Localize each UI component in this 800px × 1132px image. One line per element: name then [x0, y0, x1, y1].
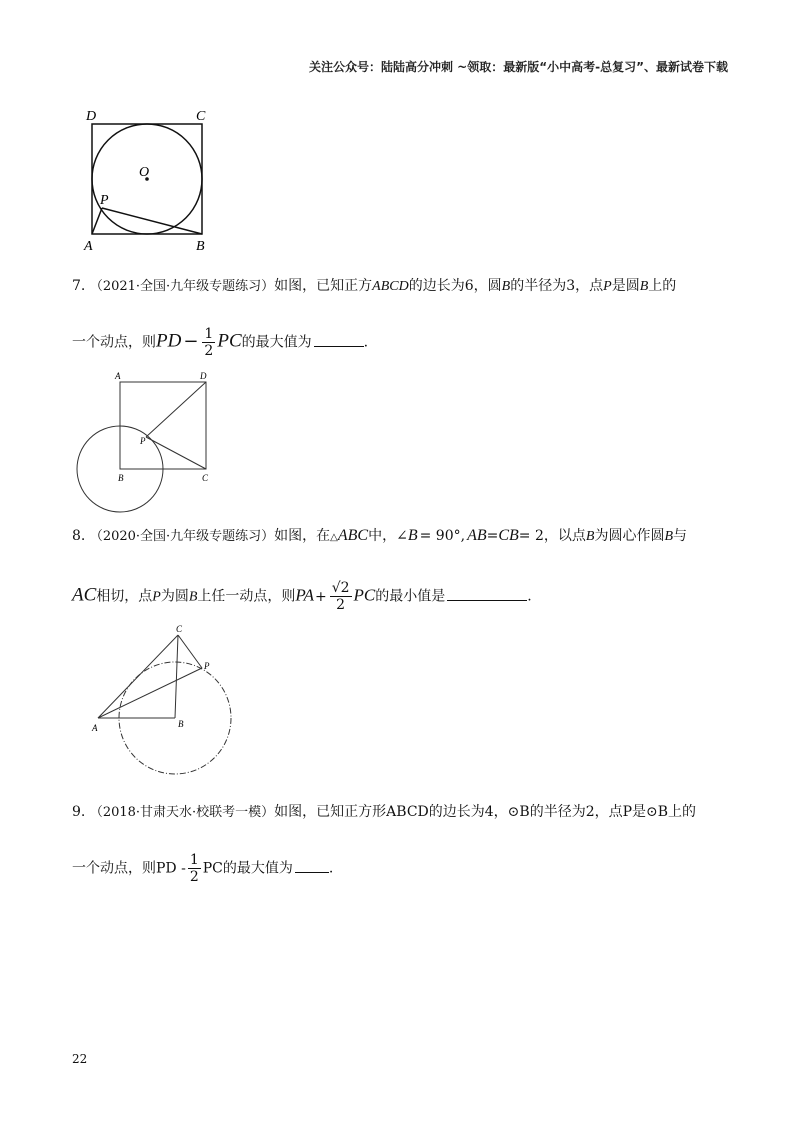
- q9-number: 9.: [72, 804, 86, 820]
- square-abcd: [120, 382, 206, 469]
- label-b: B: [118, 473, 124, 483]
- q9-source: （2018·甘肃天水·校联考一模）: [89, 805, 275, 820]
- label-a: A: [84, 239, 93, 254]
- segment-cp: [178, 635, 202, 668]
- figure-square-circle: [80, 104, 220, 254]
- q7-source: （2021·全国·九年级专题练习）: [89, 279, 275, 294]
- segment-ap: [92, 208, 102, 234]
- q7-line2: 一个动点，则PD − $\frac{1}{2}$ PC的最大值为 .: [72, 326, 369, 359]
- segment-pb: [102, 208, 202, 234]
- label-a: A: [115, 371, 121, 381]
- label-a: A: [92, 723, 98, 733]
- segment-bc: [175, 635, 178, 718]
- label-o: O: [139, 165, 150, 180]
- segment-pd: [146, 382, 206, 437]
- figure-q8: [80, 620, 250, 785]
- label-c: C: [176, 624, 183, 634]
- q8-source: （2020·全国·九年级专题练习）: [89, 529, 275, 544]
- q7-answer-blank[interactable]: [314, 334, 364, 347]
- label-b: B: [196, 239, 205, 254]
- label-p: P: [140, 436, 146, 446]
- q8-number: 8.: [72, 528, 86, 544]
- q7-number: 7.: [72, 278, 86, 294]
- segment-ap: [98, 668, 202, 718]
- q8-fraction: $\frac{√2}{2}$: [331, 580, 350, 613]
- q7-line1: 7. （2021·全国·九年级专题练习）如图，已知正方ABCD的边长为6，圆B的半径为3，点P是圆B上的: [72, 278, 677, 294]
- q9-line1: 9. （2018·甘肃天水·校联考一模）如图，已知正方形ABCD的边长为4，⊙B的半径为2，点P是⊙B上的: [72, 804, 697, 820]
- segment-pc: [146, 437, 206, 469]
- q9-answer-blank[interactable]: [295, 860, 329, 873]
- figure-q7: [70, 370, 230, 515]
- label-p: P: [100, 193, 109, 208]
- q8-answer-blank[interactable]: [447, 588, 527, 601]
- page-number: 22: [72, 1052, 88, 1066]
- segment-ac: [98, 635, 178, 718]
- label-p: P: [204, 661, 210, 671]
- label-b: B: [178, 719, 184, 729]
- q9-line2: 一个动点，则PD - $\frac{1}{2}$ PC的最大值为 .: [72, 852, 334, 885]
- label-c: C: [196, 109, 206, 124]
- label-d: D: [86, 109, 97, 124]
- q8-line2: AC相切，点P为圆B上任一动点，则PA+ $\frac{√2}{2}$ PC的最小值是 .: [72, 580, 532, 613]
- page-header: 关注公众号：陆陆高分冲刺 ~领取：最新版“小中高考-总复习”、最新试卷下载: [309, 60, 728, 74]
- label-d: D: [200, 371, 207, 381]
- q8-line1: 8. （2020·全国·九年级专题练习）如图，在△ABC中，∠B = 90°, AB=CB= 2，以点B为圆心作圆B与: [72, 527, 688, 544]
- label-c: C: [202, 473, 209, 483]
- q9-fraction: $\frac{1}{2}$: [189, 852, 199, 885]
- q7-fraction: $\frac{1}{2}$: [204, 326, 214, 359]
